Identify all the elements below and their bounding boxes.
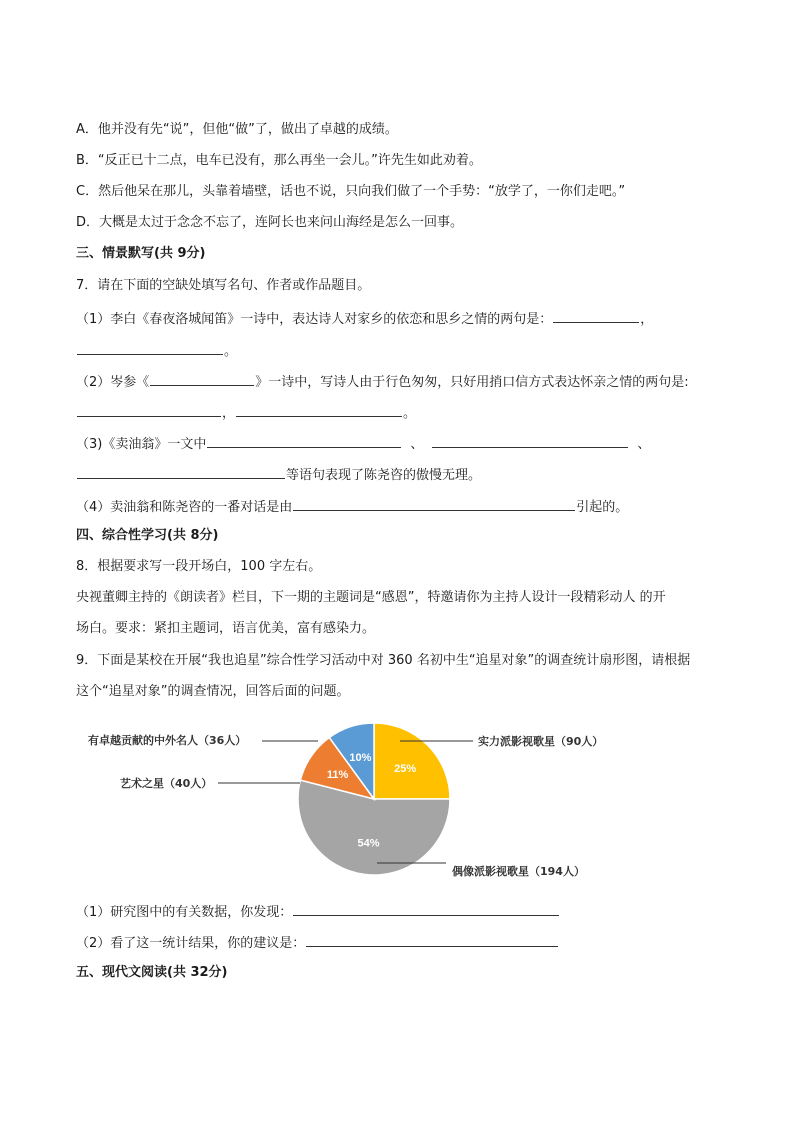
separator: 、 [637, 437, 651, 452]
option-a: A．他并没有先“说”，但他“做”了，做出了卓越的成绩。 [76, 122, 398, 137]
section-4-heading: 四、综合性学习(共 8分) [76, 528, 219, 543]
separator: 、 [410, 437, 424, 452]
pie-percent-label: 25% [394, 762, 417, 775]
option-b: B．“反正已十二点，电车已没有，那么再坐一会儿。”许先生如此劝着。 [76, 153, 482, 168]
period: 。 [224, 344, 238, 359]
label-strength-stars: 实力派影视歌星（90人） [478, 735, 604, 748]
pie-slice [374, 723, 450, 799]
q9-sub1-text: （1）研究图中的有关数据，你发现： [76, 905, 293, 920]
label-idol-stars: 偶像派影视歌星（194人） [452, 865, 585, 878]
question-9-line1: 9．下面是某校在开展“我也追星”综合性学习活动中对 360 名初中生“追星对象”的调查统计扇形图，请根据 [76, 653, 691, 668]
option-d: D．大概是太过于念念不忘了，连阿长也来问山海经是怎么一回事。 [76, 215, 464, 230]
q8-prompt-line1: 央视董卿主持的《朗读者》栏目，下一期的主题词是“感恩”，特邀请你为主持人设计一段精彩动人 的开 [76, 590, 666, 605]
answer-blank[interactable] [306, 933, 558, 947]
q7-part2-text-b: 》一诗中，写诗人由于行色匆匆，只好用捎口信方式表达怀亲之情的两句是: [255, 375, 689, 390]
q7-part2-text-a: （2）岑参《 [76, 375, 150, 390]
q7-part4-text-b: 引起的。 [576, 500, 629, 515]
label-celebrities: 有卓越贡献的中外名人（36人） [88, 734, 247, 747]
q7-part3-text-b: 等语句表现了陈尧咨的傲慢无理。 [286, 468, 482, 483]
comma: ， [222, 406, 236, 421]
q8-prompt-line2: 场白。要求：紧扣主题词，语言优美，富有感染力。 [76, 621, 376, 636]
pie-percent-label: 54% [357, 837, 380, 850]
period: 。 [403, 406, 417, 421]
q9-sub2-text: （2）看了这一统计结果，你的建议是： [76, 936, 306, 951]
section-3-heading: 三、情景默写(共 9分) [76, 246, 206, 261]
q7-part3-text-a: （3)《卖油翁》一文中 [76, 437, 207, 452]
option-c: C．然后他呆在那儿，头靠着墙壁，话也不说，只向我们做了一个手势：“放学了，一你们走吧。” [76, 184, 626, 199]
section-5-heading: 五、现代文阅读(共 32分) [76, 965, 228, 980]
pie-percent-label: 10% [349, 752, 372, 765]
question-9-line2: 这个“追星对象”的调查情况，回答后面的问题。 [76, 684, 350, 699]
q7-part1-text: （1）李白《春夜洛城闻笛》一诗中，表达诗人对家乡的依恋和思乡之情的两句是： [76, 312, 553, 327]
label-art-stars: 艺术之星（40人） [120, 777, 213, 790]
question-8: 8．根据要求写一段开场白，100 字左右。 [76, 559, 322, 574]
question-7: 7．请在下面的空缺处填写名句、作者或作品题目。 [76, 278, 371, 293]
q9-sub2 [76, 933, 559, 952]
answer-blank[interactable] [293, 902, 559, 916]
q9-sub1 [76, 902, 560, 921]
pie-percent-label: 11% [326, 769, 349, 782]
q7-part4-text-a: （4）卖油翁和陈尧咨的一番对话是由 [76, 500, 293, 515]
comma: ， [640, 312, 654, 327]
